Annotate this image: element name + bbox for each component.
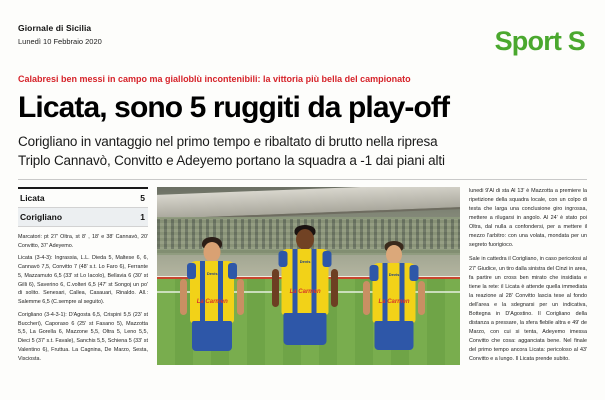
header-divider	[18, 179, 587, 180]
article-kicker: Calabresi ben messi in campo ma gialloblù incontenibili: la vittoria più bella del campionato	[18, 74, 411, 84]
player-right-sleeve-r	[410, 265, 419, 281]
article-headline: Licata, sono 5 ruggiti da play-off	[18, 90, 450, 124]
player-middle-sleeve-r	[323, 251, 332, 267]
away-team-name: Corigliano	[20, 211, 63, 222]
headline-block	[0, 74, 605, 170]
scorebox	[18, 187, 148, 227]
player-right-arm-l	[363, 281, 370, 315]
paper-name: Giornale di Sicilia	[18, 23, 92, 33]
player-right	[363, 241, 425, 365]
player-middle-stripe-1	[293, 249, 298, 315]
player-middle-arm-l	[272, 269, 279, 307]
player-left	[181, 237, 243, 365]
match-photo	[157, 187, 460, 365]
away-lineup-text: Corigliano (3-4-3-1): D'Agosta 6,5, Crispini 5,5 (23' st Buccheri), Caporaso 6 (25' st Fasano 5), Mazzotta 5,5, La Gorella 6, Mazzone 5,5, Oltra 5, Leno 5,5, Dieci 5 (37' s.t. Favale), Sanchis 5,5, Schiena 5 (33' st Valentino 6), Fruttua. La Cagnina, De Marzo, Sesta, Visciosta.	[18, 311, 148, 362]
scorers-text: Marcatori: pt 27' Oltra, st 8' , 18' e 38' Cannavò, 20' Convitto, 37' Adeyemo.	[18, 233, 148, 249]
left-column	[18, 187, 148, 365]
player-left-shorts	[192, 321, 232, 351]
home-team-name: Licata	[20, 192, 45, 203]
body-text-block	[469, 187, 587, 364]
paper-date: Lunedì 10 Febbraio 2020	[18, 37, 102, 47]
player-left-sleeve-r	[228, 263, 237, 279]
away-team-score: 1	[140, 211, 145, 222]
player-middle-arm-r	[331, 269, 338, 307]
article-subhead-line2: Triplo Cannavò, Convitto e Adeyemo portano la squadra a -1 dai piani alti	[18, 152, 445, 168]
player-left-stripe-1	[200, 261, 205, 323]
player-left-stripe-2	[218, 261, 223, 323]
article-subhead-line1: Corigliano in vantaggio nel primo tempo e ribaltato di brutto nella ripresa	[18, 133, 438, 149]
player-left-head	[204, 242, 221, 262]
home-lineup-text: Licata (3-4-3): Ingrassia, L.L. Dieda 5, Maltese 6, 6, Cannavò 7,5, Convitto 7 (48' s.t. Lo Faro 6), Ferrante 5, Mazzamuto 6,5 (33' st Lo Iacolo), Bellavia 6 (30' st Gilli 6), Saverino 6, C.volteri 6,5 (47' st Songoj un po' di solito. Senesari, Callea, Casauari, Rinaldo. All.: Salemme 6,5 (C.sempre al seguito).	[18, 255, 148, 306]
player-middle-sleeve-l	[279, 251, 288, 267]
scorebox-row-away	[18, 208, 148, 227]
player-middle	[272, 225, 338, 365]
body-paragraph-1: lunedi 9'Al di sta Al 13' è Mazzotta a premiere la ripetizione della squadra locale, con un colpo di testa che larga una conclusione giro ingrossa, mettere a rilugarsi in angolo. Al 24' è stato poi Oltra, dal nulla a confondersi, per a mettere il mezzo l'arbitro: con una volata, mondata per un segreto fuorigioco.	[469, 187, 587, 249]
player-right-sponsor: La Carmen	[378, 298, 410, 305]
player-left-sleeve-l	[187, 263, 196, 279]
player-middle-stripe-2	[312, 249, 317, 315]
photo-column	[157, 187, 460, 365]
player-left-arm-l	[180, 279, 187, 315]
home-team-score: 5	[140, 192, 145, 203]
masthead	[0, 0, 605, 74]
section-logo: Sport S	[494, 26, 585, 56]
right-column	[469, 187, 587, 365]
player-right-head	[386, 245, 402, 264]
player-right-arm-r	[418, 281, 425, 315]
scorebox-row-home	[18, 189, 148, 208]
player-right-shorts	[375, 321, 414, 350]
body-paragraph-2: Sale in cattedra il Corigliano, in caso pericolosi al 27' Giudice, un tiro dalla sinistra del Cinzi in area, fa partire un cross ben mirato che insidiata e tiene la rete: il Licata è attende quella immediata la reazione al 28' Convitto lascia tese al fondo dell'area e la sdegnarsi per un indicativa, Bottegna in D'Agostino. Il Corigliano della distanza a pressare, la sfera flebile altra e 49' de Marzo, con cui si tenta, Adeyemo imessa Convitto che cosa: agganciata bene. Nel finale del primo tempo ancora Licata: pericoloso al 43' Convitto e a lungo. Il Licata prende subito.	[469, 256, 587, 363]
player-right-badge: Devis	[388, 271, 400, 277]
player-right-stripe-2	[400, 263, 405, 323]
player-left-sponsor: La Carmen	[196, 298, 228, 305]
player-right-sleeve-l	[370, 265, 379, 281]
player-left-arm-r	[237, 279, 244, 315]
article-body	[0, 187, 605, 365]
player-middle-shorts	[284, 313, 327, 345]
player-middle-sponsor: La Carmen	[289, 288, 321, 295]
lineups-block	[18, 233, 148, 364]
masthead-left	[18, 22, 102, 48]
player-middle-head	[296, 229, 314, 250]
player-right-stripe-1	[383, 263, 388, 323]
player-left-badge: Devis	[206, 270, 218, 276]
player-middle-badge: Devis	[299, 258, 311, 264]
